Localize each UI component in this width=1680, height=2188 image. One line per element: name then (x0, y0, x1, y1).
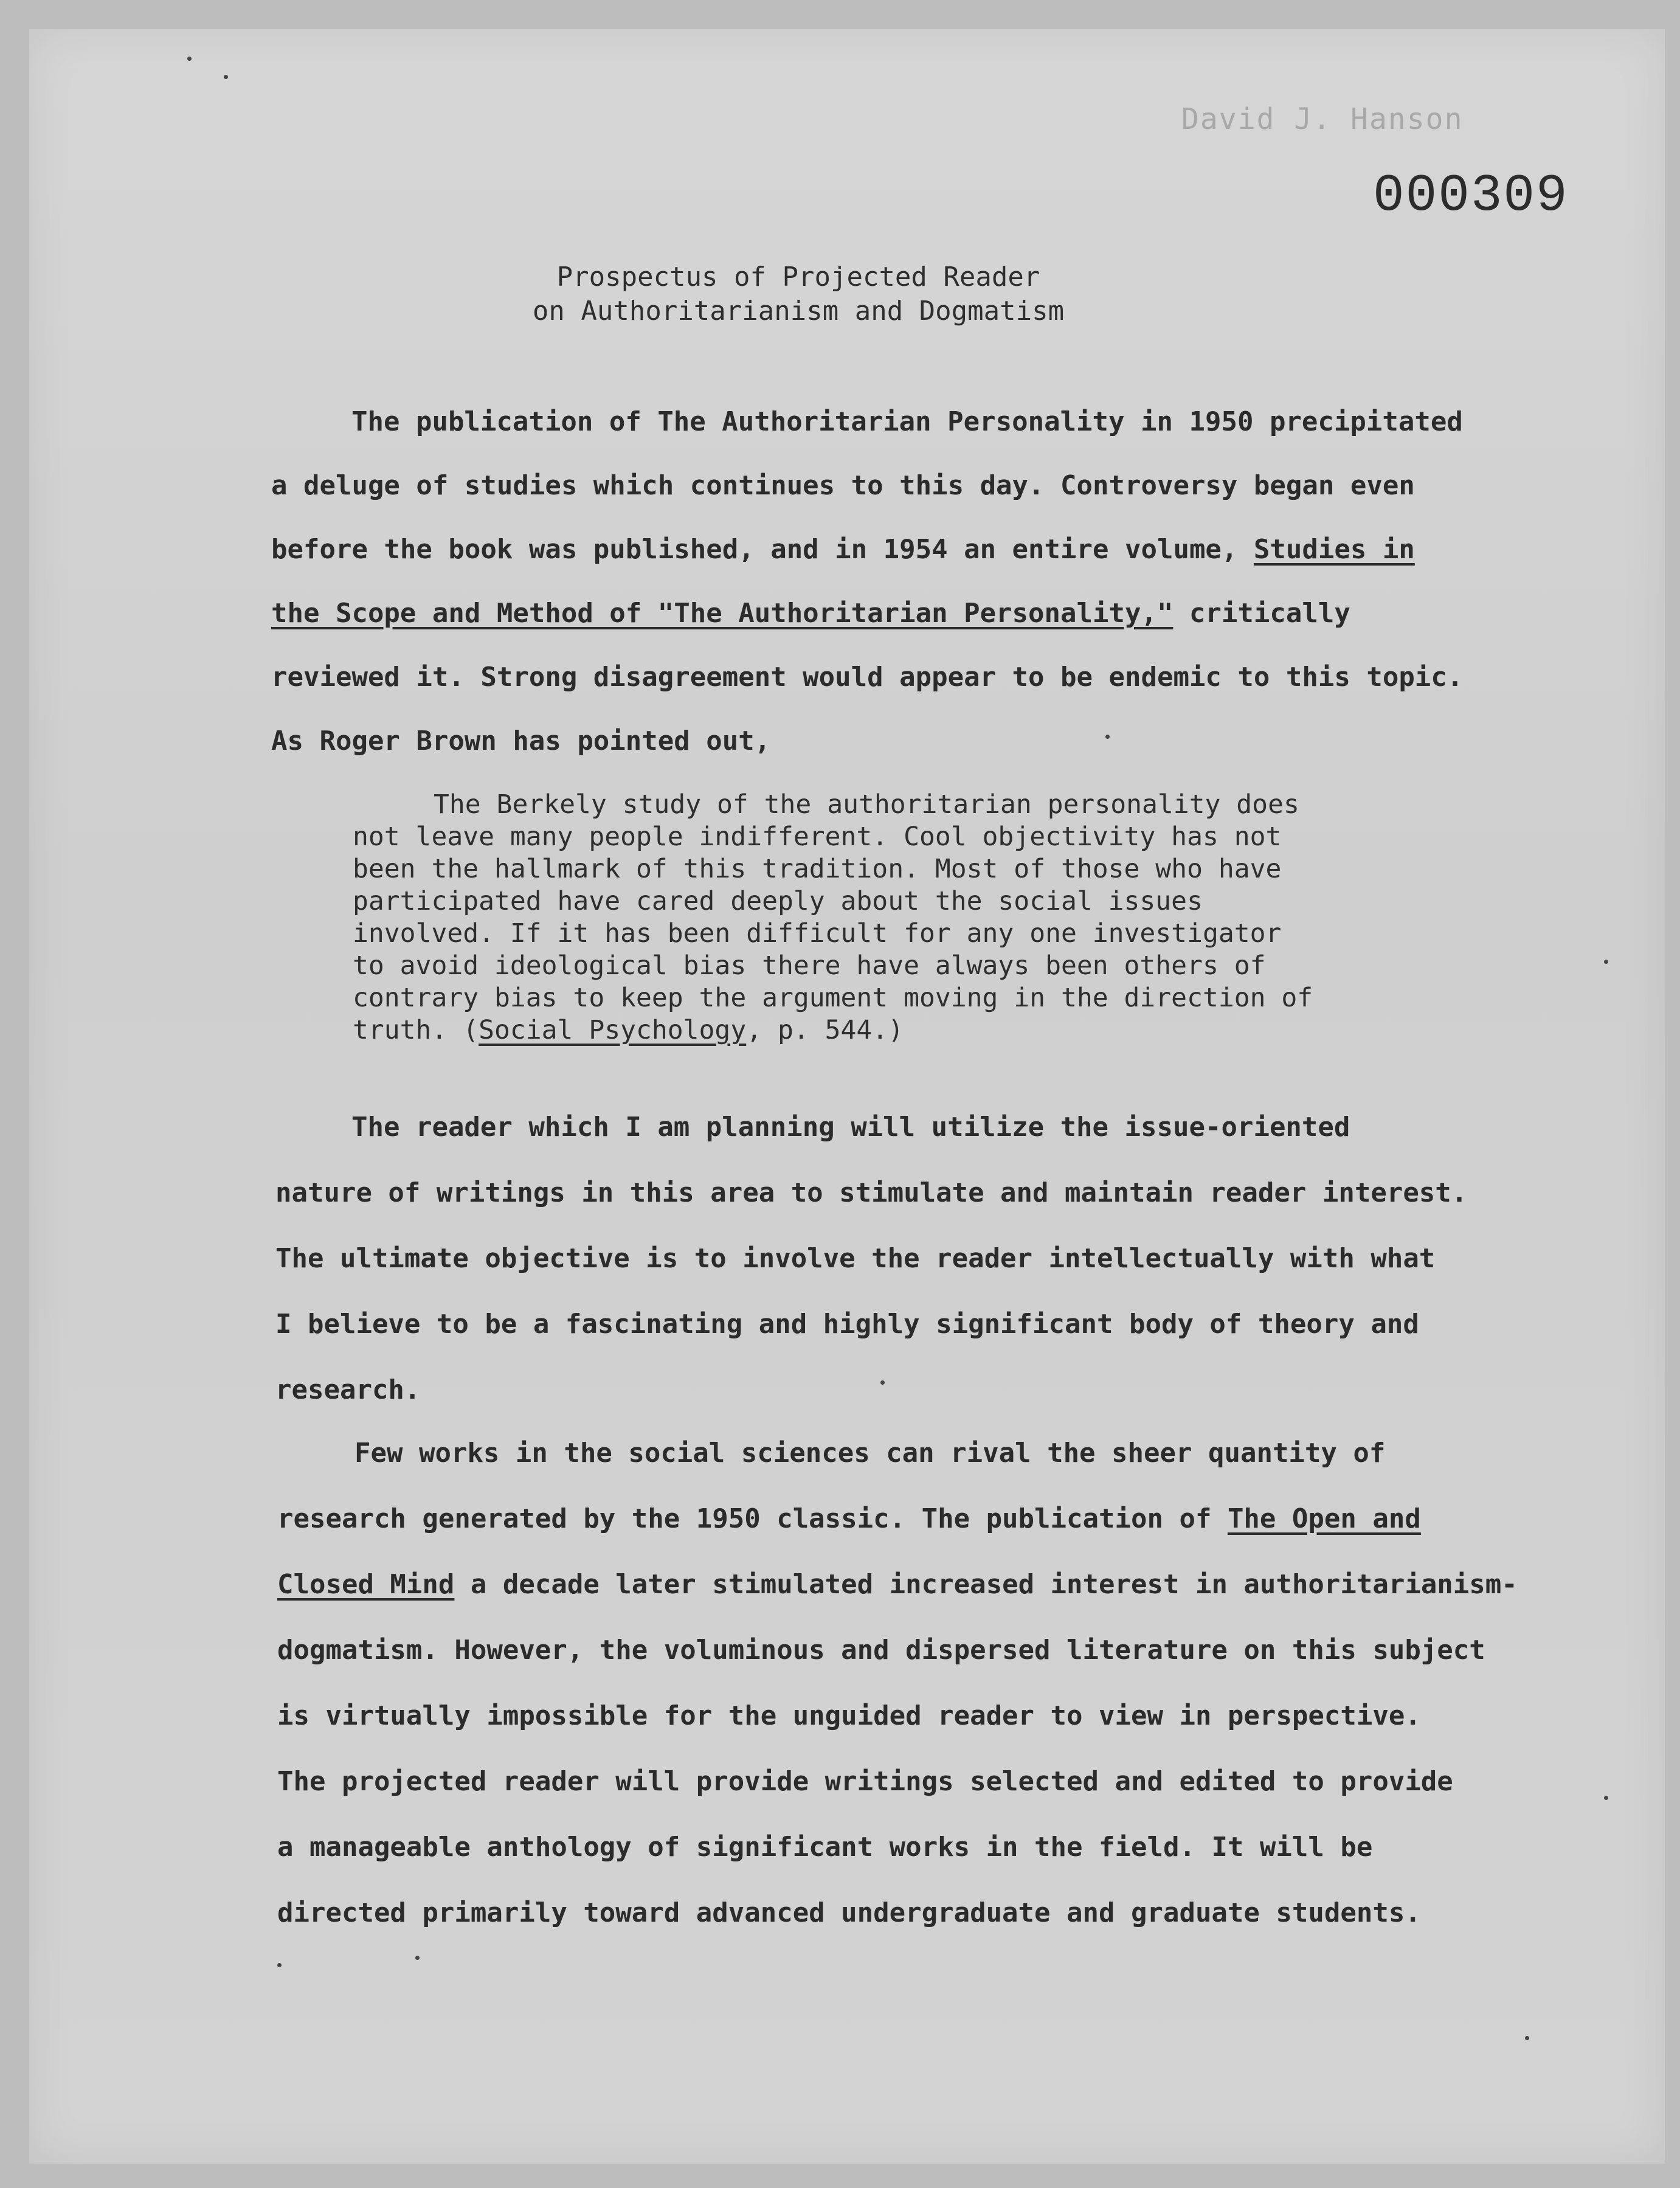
paragraph-1-line-3-text: before the book was published, and in 1954 an entire volume, (271, 534, 1254, 565)
paragraph-3-line-1: Few works in the social sciences can rival the sheer quantity of (354, 1438, 1386, 1469)
paragraph-3-line-3 (277, 1569, 1518, 1600)
paragraph-2-line-2: nature of writings in this area to stimulate and maintain reader interest. (275, 1177, 1468, 1208)
paragraph-1-line-5: reviewed it. Strong disagreement would appear to be endemic to this topic. (271, 662, 1464, 693)
scan-speck (1105, 735, 1110, 739)
paragraph-2-line-4: I believe to be a fascinating and highly significant body of theory and (275, 1309, 1419, 1340)
paragraph-3-line-2 (277, 1503, 1421, 1534)
quote-line-8-text: truth. ( (353, 1015, 479, 1045)
paragraph-3-line-2-text: research generated by the 1950 classic. The publication of (277, 1503, 1228, 1534)
faint-author-header: David J. Hanson (1181, 102, 1464, 136)
paragraph-2-line-1: The reader which I am planning will utilize the issue-oriented (351, 1112, 1350, 1143)
quote-line-4: participated have cared deeply about the social issues (353, 886, 1203, 916)
quote-line-1: The Berkely study of the authoritarian personality does (434, 789, 1299, 820)
typewritten-sheet (29, 29, 1665, 2164)
book-title-closed-mind: Closed Mind (277, 1569, 455, 1600)
paragraph-1-line-4 (271, 598, 1350, 629)
quote-line-6: to avoid ideological bias there have always been others of (353, 950, 1266, 981)
scan-speck (1525, 2036, 1529, 2040)
quote-line-7: contrary bias to keep the argument moving in the direction of (353, 983, 1313, 1013)
scan-speck (187, 57, 192, 61)
scan-speck (1604, 1796, 1608, 1800)
scan-speck (1604, 960, 1608, 964)
document-title-line-2: on Authoritarianism and Dogmatism (532, 296, 1065, 327)
paragraph-2-line-5: research. (275, 1374, 421, 1405)
book-title-studies-in: Studies in (1253, 534, 1415, 565)
paragraph-3-line-3-text: a decade later stimulated increased interest in authoritarianism- (454, 1569, 1518, 1600)
paragraph-3-line-4: dogmatism. However, the voluminous and dispersed literature on this subject (277, 1635, 1485, 1666)
paragraph-1-line-2: a deluge of studies which continues to this day. Controversy began even (271, 470, 1415, 501)
book-title-scope-and-method: the Scope and Method of "The Authoritarian Personality," (271, 598, 1174, 629)
scan-speck (880, 1380, 885, 1385)
quote-line-2: not leave many people indifferent. Cool objectivity has not (353, 822, 1282, 852)
scan-speck (224, 75, 228, 79)
quote-line-8 (353, 1015, 904, 1045)
page-number: 000309 (1373, 166, 1569, 226)
paragraph-3-line-7: a manageable anthology of significant works in the field. It will be (277, 1832, 1373, 1863)
paragraph-1-line-3 (271, 534, 1415, 565)
paragraph-1-line-4-text: critically (1173, 598, 1350, 629)
document-title-line-1: Prospectus of Projected Reader (556, 261, 1040, 293)
book-title-open-and: The Open and (1227, 1503, 1421, 1534)
quote-line-5: involved. If it has been difficult for any one investigator (353, 918, 1282, 949)
paragraph-2-line-3: The ultimate objective is to involve the reader intellectually with what (275, 1243, 1436, 1274)
paragraph-3-line-5: is virtually impossible for the unguided reader to view in perspective. (277, 1700, 1421, 1731)
paragraph-1-line-6: As Roger Brown has pointed out, (271, 725, 771, 756)
scan-speck (277, 1963, 282, 1967)
paragraph-3-line-8: directed primarily toward advanced undergraduate and graduate students. (277, 1897, 1421, 1928)
quote-line-3: been the hallmark of this tradition. Most of those who have (353, 854, 1282, 884)
citation-social-psychology: Social Psychology (479, 1015, 747, 1045)
paragraph-1-line-1: The publication of The Authoritarian Personality in 1950 precipitated (351, 406, 1463, 437)
scan-speck (415, 1956, 420, 1960)
quote-line-8-page: , p. 544.) (746, 1015, 904, 1045)
paragraph-3-line-6: The projected reader will provide writings selected and edited to provide (277, 1766, 1453, 1797)
